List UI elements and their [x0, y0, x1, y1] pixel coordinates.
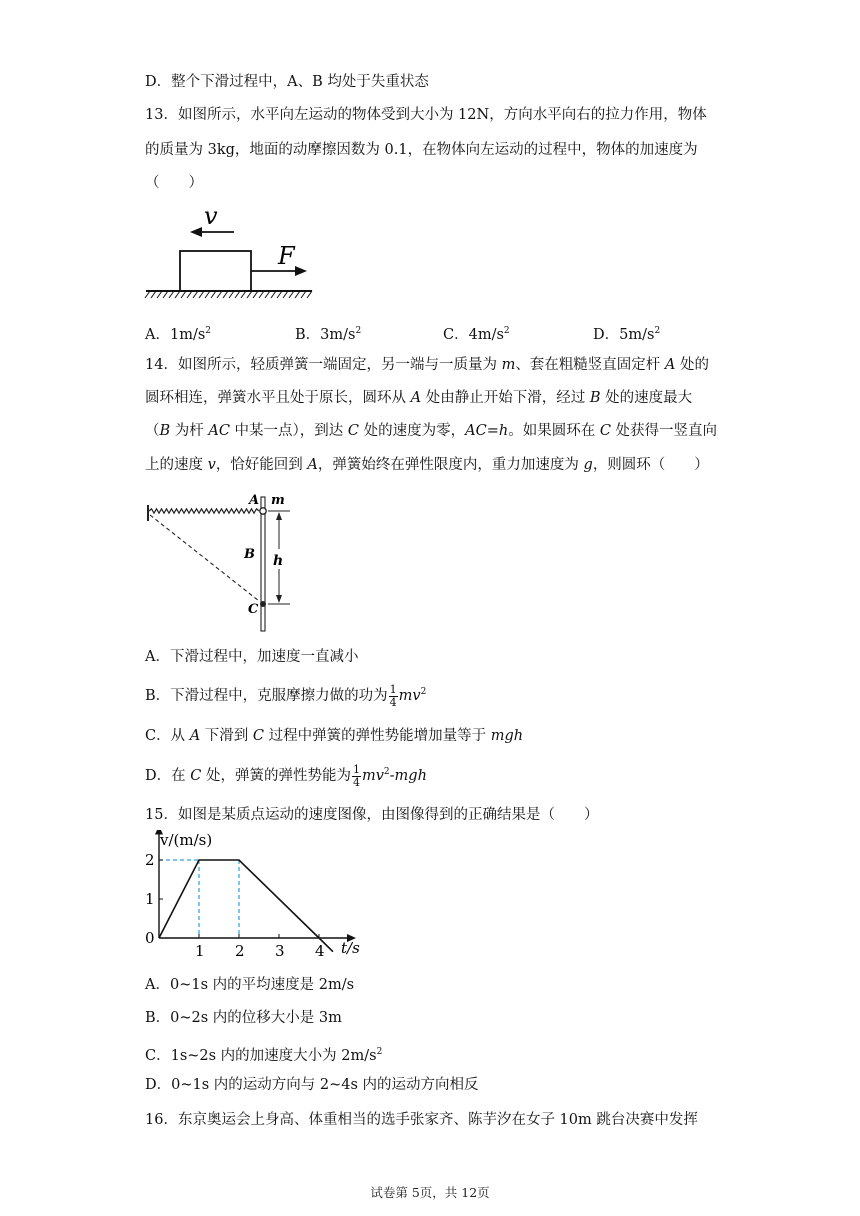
- q16-stem-line1: 16．东京奥运会上身高、体重相当的选手张家齐、陈芋汐在女子 10m 跳台决赛中发挥: [145, 1112, 698, 1128]
- hatch-mark: [301, 291, 306, 298]
- page-footer: 试卷第 5页，共 12页: [370, 1185, 490, 1200]
- velocity-label: v: [204, 202, 218, 230]
- q13-stem-line2: 的质量为 3kg，地面的动摩擦因数为 0.1，在物体向左运动的过程中，物体的加速度为: [145, 142, 698, 158]
- velocity-arrowhead: [190, 227, 202, 237]
- y-tick-label: 2: [145, 851, 155, 869]
- spring: [149, 509, 259, 513]
- q14-stem-line1: 14．如图所示，轻质弹簧一端固定，另一端与一质量为 m、套在粗糙竖直固定杆 A 处的: [145, 357, 710, 373]
- q15-velocity-time-chart: [140, 830, 370, 965]
- hatch-mark: [157, 291, 162, 298]
- q13-stem-line3: （ ）: [145, 175, 203, 191]
- hatch-mark: [289, 291, 294, 298]
- point-c-label: C: [248, 602, 259, 617]
- q13-figure: [140, 198, 320, 300]
- q15-option-d: D．0~1s 内的运动方向与 2~4s 内的运动方向相反: [145, 1077, 479, 1093]
- mass-label: m: [271, 493, 285, 508]
- block: [180, 251, 251, 291]
- h-arrowhead-down: [276, 595, 282, 603]
- q14-option-b: B．下滑过程中，克服摩擦力做的功为 $\frac{1}{4}$ $mv^2$: [145, 682, 427, 709]
- hatch-mark: [265, 291, 270, 298]
- y-tick-label: 1: [145, 890, 155, 908]
- q13-option-d: D．$5m/s^2$: [593, 326, 661, 343]
- q12-option-d: D．整个下滑过程中，A、B 均处于失重状态: [145, 74, 429, 90]
- ring-at-a: [260, 508, 266, 514]
- q14-stem-line3: （B 为杆 AC 中某一点），到达 C 处的速度为零，AC=h。如果圆环在 C 处获得一竖直向: [145, 423, 718, 439]
- hatch-mark: [283, 291, 288, 298]
- y-tick-label: 0: [145, 929, 155, 947]
- fraction-one-quarter: $\frac{1}{4}$: [352, 762, 360, 789]
- hatch-mark: [229, 291, 234, 298]
- hatch-mark: [181, 291, 186, 298]
- point-a-label: A: [249, 493, 260, 508]
- hatch-mark: [217, 291, 222, 298]
- hatch-mark: [163, 291, 168, 298]
- force-arrowhead: [295, 266, 307, 276]
- hatch-mark: [175, 291, 180, 298]
- hatch-mark: [241, 291, 246, 298]
- q13-stem-line1: 13．如图所示，水平向左运动的物体受到大小为 12N，方向水平向右的拉力作用，物体: [145, 107, 707, 123]
- hatch-mark: [253, 291, 258, 298]
- ground-hatching: [145, 291, 312, 298]
- q13-option-c: C．$4m/s^2$: [443, 326, 510, 343]
- hatch-mark: [259, 291, 264, 298]
- x-axis-label: t/s: [341, 939, 360, 957]
- hatch-mark: [169, 291, 174, 298]
- hatch-mark: [199, 291, 204, 298]
- ring-at-c: [260, 601, 266, 607]
- hatch-mark: [205, 291, 210, 298]
- x-tick-label: 3: [275, 942, 285, 960]
- height-label: h: [273, 553, 284, 569]
- q14-stem-line2: 圆环相连，弹簧水平且处于原长，圆环从 A 处由静止开始下滑，经过 B 处的速度最大: [145, 390, 693, 406]
- q13-option-b: B．$3m/s^2$: [295, 326, 362, 343]
- hatch-mark: [277, 291, 282, 298]
- force-label: F: [278, 242, 295, 270]
- chart-guides: [159, 860, 239, 938]
- point-b-label: B: [244, 547, 255, 562]
- x-tick-label: 4: [315, 942, 325, 960]
- q14-option-d: D．在 C 处，弹簧的弹性势能为 $\frac{1}{4}$ $mv^2$-mgh: [145, 762, 427, 789]
- hatch-mark: [151, 291, 156, 298]
- x-tick-label: 1: [195, 942, 205, 960]
- hatch-mark: [307, 291, 312, 298]
- hatch-mark: [235, 291, 240, 298]
- y-axis-label: v/(m/s): [160, 831, 213, 849]
- hatch-mark: [187, 291, 192, 298]
- h-arrowhead-up: [276, 512, 282, 520]
- q14-option-a: A．下滑过程中，加速度一直减小: [145, 649, 359, 665]
- hatch-mark: [223, 291, 228, 298]
- hatch-mark: [295, 291, 300, 298]
- hatch-mark: [271, 291, 276, 298]
- hatch-mark: [247, 291, 252, 298]
- q15-stem: 15．如图是某质点运动的速度图像，由图像得到的正确结果是（ ）: [145, 807, 599, 823]
- hatch-mark: [145, 291, 150, 298]
- chart-tick-labels: [145, 851, 325, 960]
- q15-option-c: C．1s~2s 内的加速度大小为 $2m/s^2$: [145, 1047, 383, 1064]
- q14-figure: [140, 487, 300, 637]
- hatch-mark: [193, 291, 198, 298]
- vertical-rod: [261, 497, 265, 631]
- fraction-one-quarter: $\frac{1}{4}$: [389, 682, 397, 709]
- q14-option-c: C．从 A 下滑到 C 过程中弹簧的弹性势能增加量等于 mgh: [145, 728, 524, 744]
- q14-stem-line4: 上的速度 v，恰好能回到 A，弹簧始终在弹性限度内，重力加速度为 g，则圆环（ ）: [145, 457, 709, 473]
- q15-option-b: B．0~2s 内的位移大小是 3m: [145, 1010, 342, 1026]
- q13-option-a: A．$1m/s^2$: [145, 326, 212, 343]
- hatch-mark: [211, 291, 216, 298]
- q15-option-a: A．0~1s 内的平均速度是 2m/s: [145, 977, 355, 993]
- dashed-spring-line: [150, 515, 259, 601]
- x-tick-label: 2: [235, 942, 245, 960]
